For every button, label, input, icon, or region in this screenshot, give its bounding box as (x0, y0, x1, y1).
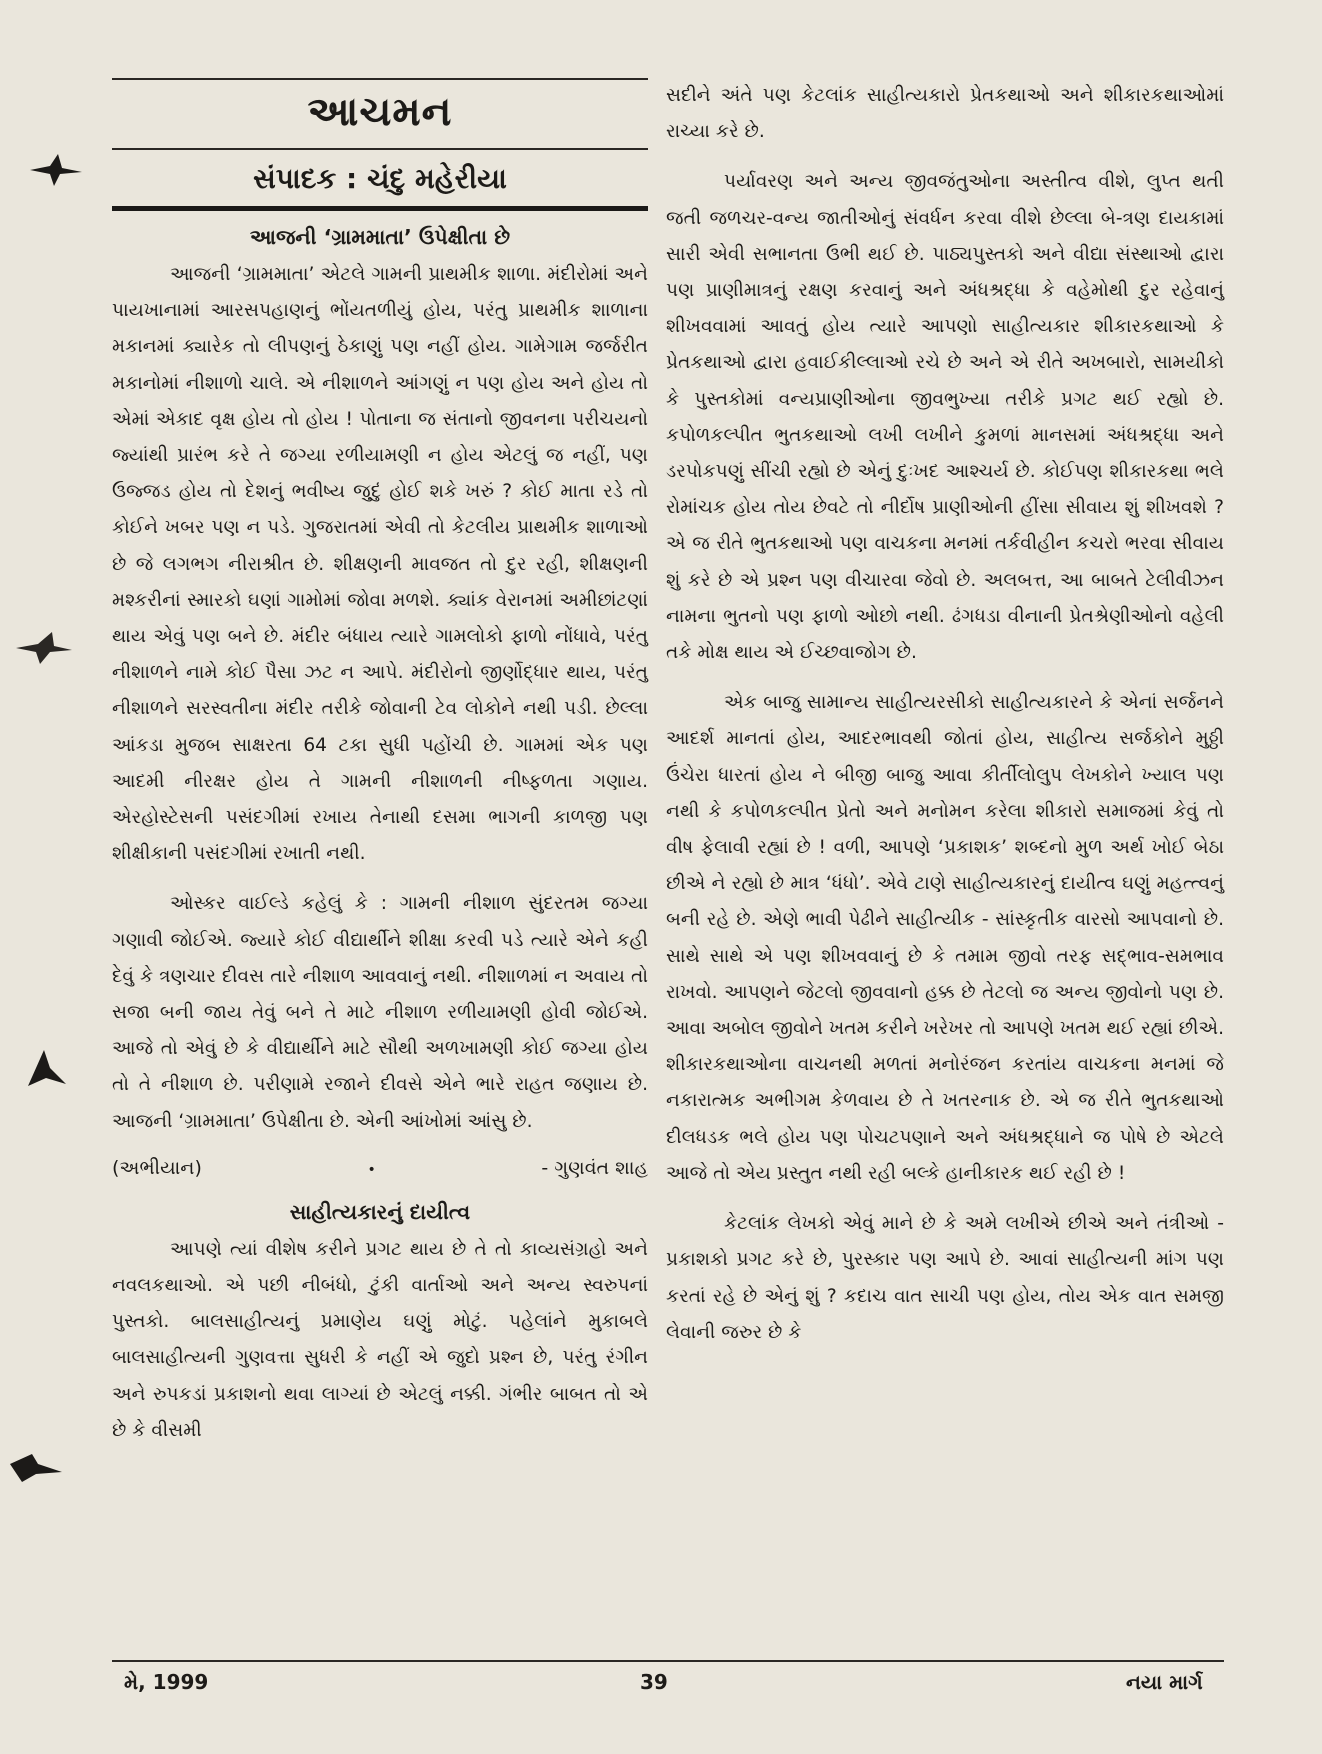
article1-paragraph-2: ઓસ્કર વાઈલ્ડે કહેલું કે : ગામની નીશાળ સુંદરતમ જગ્યા ગણાવી જોઈએ. જ્યારે કોઈ વીદ્યાર્થીને શીક્ષા કરવી પડે ત્યારે એને કહી દેવું કે ત્રણચાર દીવસ તારે નીશાળ આવવાનું નથી. નીશાળમાં ન અવાય તો સજા બની જાય તેવું બને તે માટે નીશાળ રળીયામણી હોવી જોઈએ. આજે તો એવું છે કે વીદ્યાર્થીને માટે સૌથી અળખામણી કોઈ જગ્યા હોય તો તે નીશાળ છે. પરીણામે રજાને દીવસે એને ભારે રાહત જણાય છે. આજની ‘ગ્રામમાતા’ ઉપેક્ષીતા છે. એની આંખોમાં આંસુ છે. (112, 893, 648, 1132)
footer-date: મે, 1999 (124, 1670, 209, 1694)
article1-source-line (112, 1150, 648, 1188)
article2-paragraph-2: પર્યાવરણ અને અન્ય જીવજંતુઓના અસ્તીત્વ વીશે, લુપ્ત થતી જતી જળચર-વન્ય જાતીઓનું સંવર્ધન કરવા વીશે છેલ્લા બે-ત્રણ દાયકામાં સારી એવી સભાનતા ઉભી થઈ છે. પાઠ્યપુસ્તકો અને વીદ્યા સંસ્થાઓ દ્વારા પણ પ્રાણીમાત્રનું રક્ષણ કરવાનું અને અંધશ્રદ્ધા કે વહેમોથી દુર રહેવાનું શીખવવામાં આવતું હોય ત્યારે આપણો સાહીત્યકાર શીકારકથાઓ કે પ્રેતકથાઓ દ્વારા હવાઈકીલ્લાઓ રચે છે અને એ રીતે અખબારો, સામયીકો કે પુસ્તકોમાં વન્યપ્રાણીઓના જીવભુખ્યા તરીકે પ્રગટ થઈ રહ્યો છે. કપોળકલ્પીત ભુતકથાઓ લખી લખીને કુમળાં માનસમાં અંધશ્રદ્ધા અને ડરપોકપણું સીંચી રહ્યો છે એનું દુઃખદ આશ્ચર્ય છે. કોઈપણ શીકારકથા ભલે રોમાંચક હોય તોય છેવટે તો નીર્દોષ પ્રાણીઓની હીંસા સીવાય શું શીખવશે ? એ જ રીતે ભુતકથાઓ પણ વાચકના મનમાં તર્કવીહીન કચરો ભરવા સીવાય શું કરે છે એ પ્રશ્ન પણ વીચારવા જેવો છે. અલબત્ત, આ બાબતે ટેલીવીઝન નામના ભુતનો પણ ફાળો ઓછો નથી. ઢંગધડા વીનાની પ્રેતશ્રેણીઓનો વહેલી તકે મોક્ષ થાય એ ઈચ્છવાજોગ છે. (666, 171, 1224, 664)
article1-title: આજની ‘ગ્રામમાતા’ ઉપેક્ષીતા છે (249, 225, 511, 249)
footer-rule (112, 1660, 1224, 1662)
left-column (112, 78, 648, 1449)
binding-hole-mark (24, 1046, 68, 1090)
editor-name: ચંદુ મહેરીયા (367, 162, 507, 195)
article1-author: - ગુણવંત શાહ (541, 1156, 648, 1179)
article1-source: (અભીયાન) (112, 1156, 202, 1179)
article2-title: સાહીત્યકારનું દાયીત્વ (289, 1199, 471, 1224)
title-rule (112, 148, 648, 150)
article2-paragraph-1: આપણે ત્યાં વીશેષ કરીને પ્રગટ થાય છે તે તો કાવ્યસંગ્રહો અને નવલકથાઓ. એ પછી નીબંધો, ટુંકી વાર્તાઓ અને અન્ય સ્વરુપનાં પુસ્તકો. બાલસાહીત્યનું પ્રમાણેય ઘણું મોટું. પહેલાંને મુકાબલે બાલસાહીત્યની ગુણવત્તા સુધરી કે નહીં એ જુદો પ્રશ્ન છે, પરંતુ રંગીન અને રુપકડાં પ્રકાશનો થવા લાગ્યાં છે એટલું નક્કી. ગંભીર બાબત તો એ છે કે વીસમી (112, 1238, 648, 1441)
editor-label: સંપાદક : (253, 162, 358, 195)
page-number: 39 (640, 1670, 668, 1694)
magazine-name: નયા માર્ગ (1126, 1670, 1203, 1694)
article2-paragraph-3: એક બાજુ સામાન્ય સાહીત્યરસીકો સાહીત્યકારને કે એનાં સર્જનને આદર્શ માનતાં હોય, આદરભાવથી જોતાં હોય, સાહીત્ય સર્જકોને મુઠ્ઠી ઉંચેરા ધારતાં હોય ને બીજી બાજુ આવા કીર્તીલોલુપ લેખકોને ખ્યાલ પણ નથી કે કપોળકલ્પીત પ્રેતો અને મનોમન કરેલા શીકારો સમાજમાં કેવું તો વીષ ફેલાવી રહ્યાં છે ! વળી, આપણે ‘પ્રકાશક’ શબ્દનો મુળ અર્થ ખોઈ બેઠા છીએ ને રહ્યો છે માત્ર ‘ધંધો’. એવે ટાણે સાહીત્યકારનું દાયીત્વ ઘણું મહત્ત્વનું બની રહે છે. એણે ભાવી પેઢીને સાહીત્યીક - સાંસ્કૃતીક વારસો આપવાનો છે. સાથે સાથે એ પણ શીખવવાનું છે કે તમામ જીવો તરફ સદ્ભાવ-સમભાવ રાખવો. આપણને જેટલો જીવવાનો હક્ક છે તેટલો જ અન્ય જીવોનો પણ છે. આવા અબોલ જીવોને ખતમ કરીને ખરેખર તો આપણે ખતમ થઈ રહ્યાં છીએ. શીકારકથાઓના વાચનથી મળતાં મનોરંજન કરતાંય વાચકના મનમાં જે નકારાત્મક અભીગમ કેળવાય છે તે ખતરનાક છે. એ જ રીતે ભુતકથાઓ દીલધડક ભલે હોય પણ પોચટપણાને અને અંધશ્રદ્ધાને જ પોષે છે એટલે આજે તો એય પ્રસ્તુત નથી રહી બલ્કે હાનીકારક થઈ રહી છે ! (666, 692, 1224, 1184)
binding-hole-mark (14, 628, 74, 668)
article2-paragraph-4: કેટલાંક લેખકો એવું માને છે કે અમે લખીએ છીએ અને તંત્રીઓ - પ્રકાશકો પ્રગટ કરે છે, પુરસ્કાર પણ આપે છે. આવાં સાહીત્યની માંગ પણ કરતાં રહે છે એનું શું ? કદાચ વાત સાચી પણ હોય, તોય એક વાત સમજી લેવાની જરુર છે કે (666, 1213, 1224, 1343)
article2-paragraph-1-continued: સદીને અંતે પણ કેટલાંક સાહીત્યકારો પ્રેતકથાઓ અને શીકારકથાઓમાં રાચ્યા કરે છે. (666, 85, 1224, 143)
article1-paragraph-1: આજની ‘ગ્રામમાતા’ એટલે ગામની પ્રાથમીક શાળા. મંદીરોમાં અને પાયખાનામાં આરસપહાણનું ભોંયતળીયું હોય, પરંતુ પ્રાથમીક શાળાના મકાનમાં ક્યારેક તો લીપણનું ઠેકાણું પણ નહીં હોય. ગામેગામ જર્જરીત મકાનોમાં નીશાળો ચાલે. એ નીશાળને આંગણું ન પણ હોય અને હોય તો એમાં એકાદ વૃક્ષ હોય તો હોય ! પોતાના જ સંતાનો જીવનના પરીચયનો જ્યાંથી પ્રારંભ કરે તે જગ્યા રળીયામણી ન હોય એટલું જ નહીં, પણ ઉજ્જડ હોય તો દેશનું ભવીષ્ય જુદું હોઈ શકે ખરું ? કોઈ માતા રડે તો કોઈને ખબર પણ ન પડે. ગુજરાતમાં એવી તો કેટલીય પ્રાથમીક શાળાઓ છે જે લગભગ નીરાશ્રીત છે. શીક્ષણની માવજત તો દુર રહી, શીક્ષણની મશ્કરીનાં સ્મારકો ઘણાં ગામોમાં જોવા મળશે. ક્યાંક વેરાનમાં અમીછાંટણાં થાય એવું પણ બને છે. મંદીર બંધાય ત્યારે ગામલોકો ફાળો નોંધાવે, પરંતુ નીશાળને નામે કોઈ પૈસા ઝટ ન આપે. મંદીરોનો જીર્ણોદ્ધાર થાય, પરંતુ નીશાળને સરસ્વતીના મંદીર તરીકે જોવાની ટેવ લોકોને નથી પડી. છેલ્લા આંકડા મુજબ સાક્ષરતા 64 ટકા સુધી પહોંચી છે. ગામમાં એક પણ આદમી નીરક્ષર હોય તે ગામની નીશાળની નીષ્ફળતા ગણાય. એરહોસ્ટેસની પસંદગીમાં રખાય તેનાથી દસમા ભાગની કાળજી પણ શીક્ષીકાની પસંદગીમાં રખાતી નથી. (112, 264, 648, 865)
column-title: આચમન (307, 89, 453, 135)
editor-line (112, 162, 648, 196)
right-column (666, 78, 1224, 1351)
binding-hole-mark (28, 152, 84, 188)
binding-hole-mark (8, 1450, 64, 1486)
editor-rule (112, 206, 648, 211)
article1-source-mark: • (367, 1161, 376, 1178)
header-rule (112, 78, 648, 80)
